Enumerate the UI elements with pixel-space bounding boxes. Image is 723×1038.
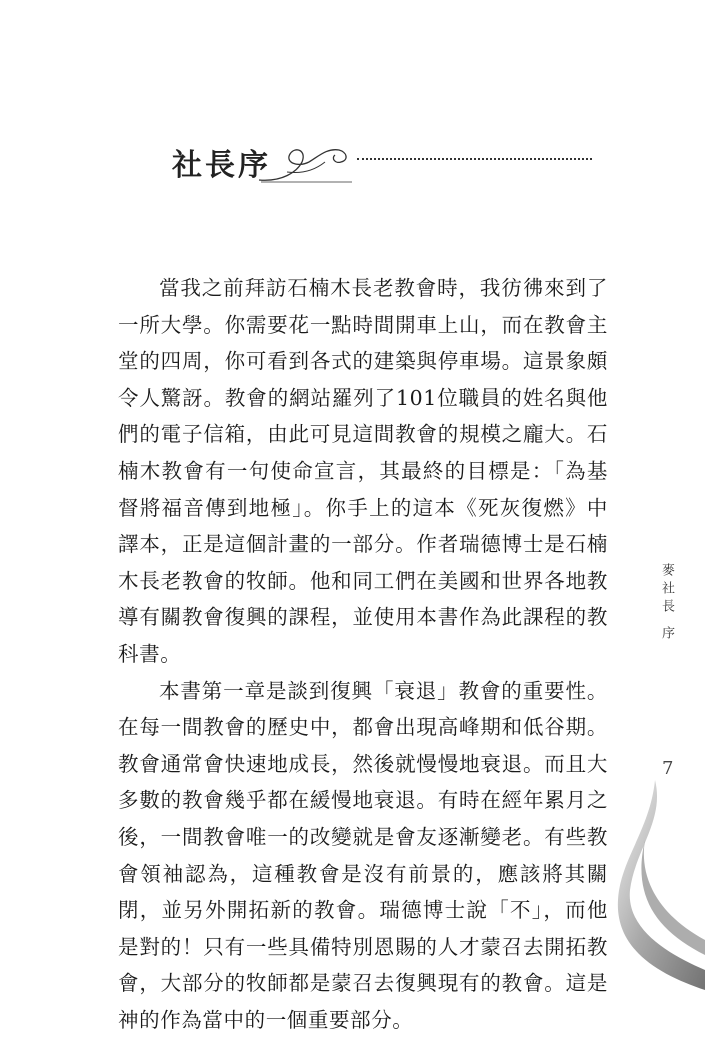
- body-text: [118, 270, 608, 1038]
- paragraph-2: 本書第一章是談到復興「衰退」教會的重要性。在每一間教會的歷史中，都會出現高峰期和低谷期。教會通常會快速地成長，然後就慢慢地衰退。而且大多數的教會幾乎都在緩慢地衰退。有時在經年累月之後，一間教會唯一的改變就是會友逐漸變老。有些教會領袖認為，這種教會是沒有前景的，應該將其關閉，並另外開拓新的教會。瑞德博士說「不」，而他是對的！只有一些具備特別恩賜的人才蒙召去開拓教會，大部分的牧師都是蒙召去復興現有的教會。這是神的作為當中的一個重要部分。: [118, 678, 608, 1032]
- flourish-ornament-icon: [257, 142, 352, 187]
- chapter-title: 社長序: [172, 148, 271, 183]
- page-number: 7: [662, 758, 674, 779]
- dotted-rule: [357, 158, 592, 160]
- paragraph-1: 當我之前拜訪石楠木長老教會時，我彷彿來到了一所大學。你需要花一點時間開車上山，而在教會主堂的四周，你可看到各式的建築與停車場。這景象頗令人驚訝。教會的網站羅列了101位職員的姓名與他們的電子信箱，由此可見這間教會的規模之龐大。石楠木教會有一句使命宣言，其最終的目標是：「為基督將福音傳到地極」。你手上的這本《死灰復燃》中譯本，正是這個計畫的一部分。作者瑞德博士是石楠木長老教會的牧師。他和同工們在美國和世界各地教導有關教會復興的課程，並使用本書作為此課程的教科書。: [118, 276, 608, 666]
- side-section-label: 麥社長 序: [659, 563, 674, 645]
- chapter-header: [172, 140, 602, 190]
- decorative-swoosh-icon: [610, 780, 705, 990]
